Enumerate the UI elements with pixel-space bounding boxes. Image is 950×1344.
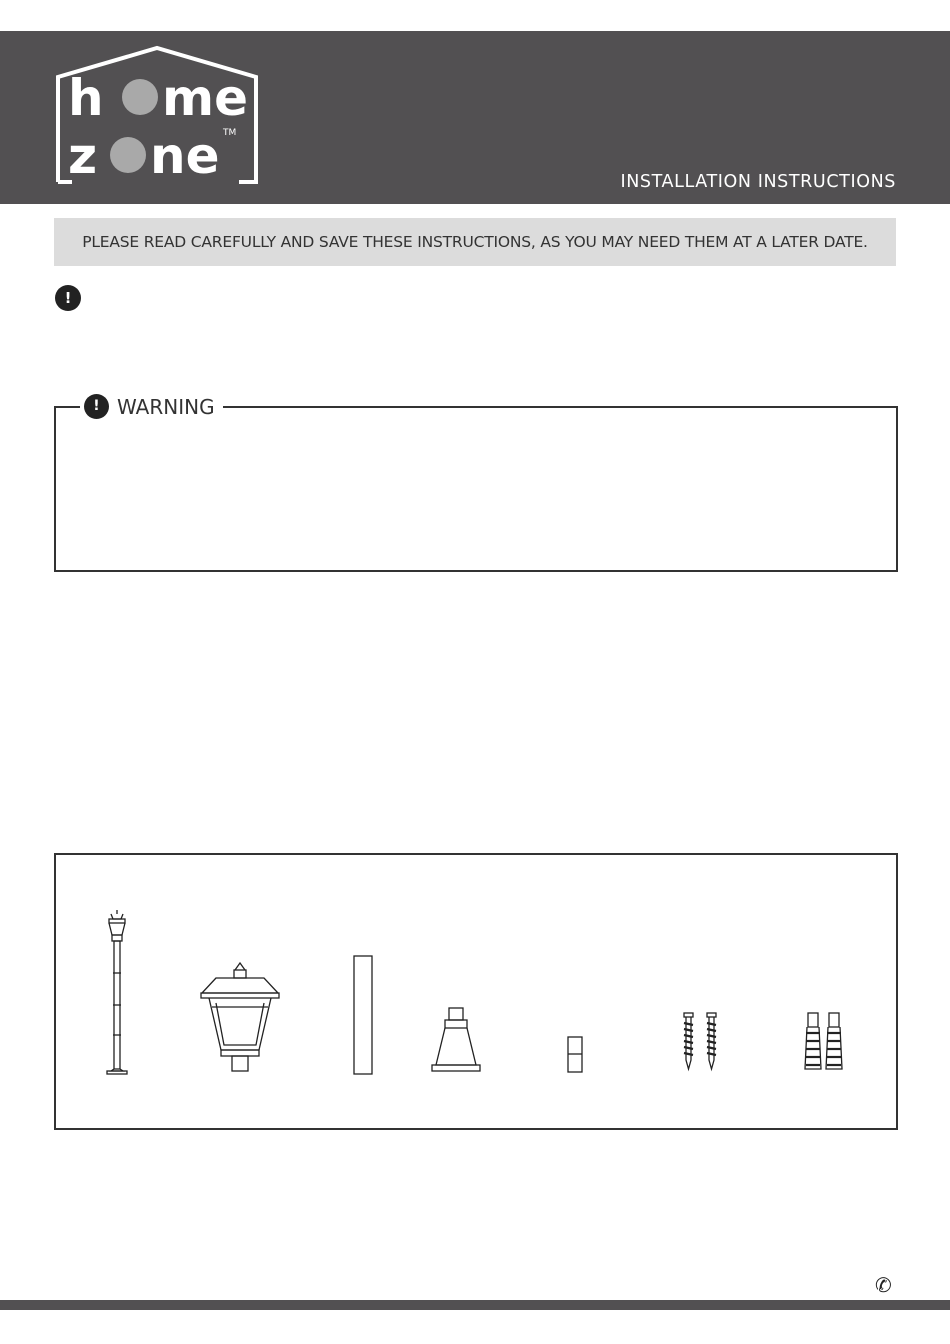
logo-text-z: z	[68, 127, 98, 185]
header-band	[0, 31, 950, 204]
connector-illustration	[568, 1037, 582, 1072]
footer-bar	[0, 1300, 950, 1310]
warning-box	[54, 394, 898, 572]
home-zone-logo	[54, 45, 260, 187]
header-title: INSTALLATION INSTRUCTIONS	[620, 172, 896, 192]
logo-dot-o2	[110, 137, 146, 173]
read-carefully-notice: PLEASE READ CAREFULLY AND SAVE THESE INSTRUCTIONS, AS YOU MAY NEED THEM AT A LATER DATE.	[54, 218, 896, 266]
wall-plugs-illustration	[805, 1013, 842, 1069]
base-illustration	[432, 1008, 480, 1071]
logo-dot-o1	[122, 79, 158, 115]
alert-icon: !	[55, 285, 81, 311]
lamp-head-illustration	[201, 963, 279, 1071]
screws-illustration	[684, 1013, 716, 1069]
logo-trademark: TM	[223, 128, 237, 138]
logo-text-me: me	[162, 69, 249, 127]
pole-section-illustration	[354, 956, 372, 1074]
logo-text-ne: ne	[150, 127, 220, 185]
warning-legend	[80, 394, 223, 419]
parts-box	[54, 853, 898, 1130]
warning-alert-icon: !	[84, 394, 109, 419]
logo-text-h: h	[68, 69, 104, 127]
phone-icon: ✆	[875, 1275, 892, 1297]
full-lamp-post-illustration	[107, 910, 127, 1074]
warning-title: WARNING	[117, 394, 215, 419]
parts-illustrations	[56, 855, 896, 1128]
